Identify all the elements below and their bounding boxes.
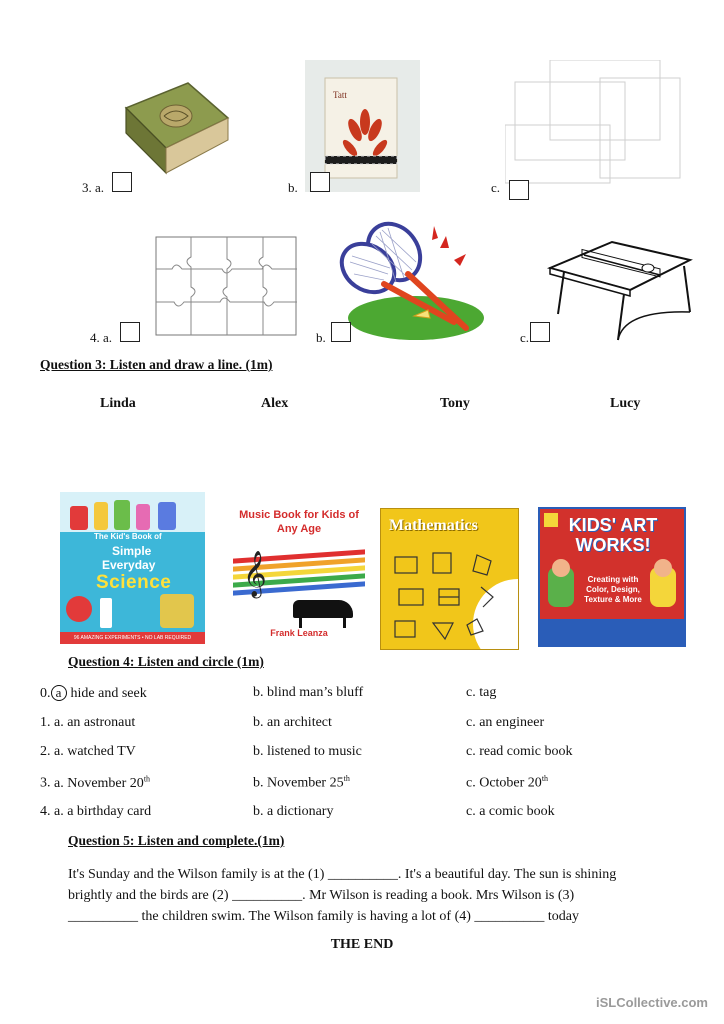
missing-picture-placeholder	[505, 60, 685, 185]
kids-art-works-book-cover	[538, 507, 686, 647]
science-book-line2: Simple	[112, 544, 152, 558]
q4-row1-number: 1.	[40, 715, 51, 730]
q3-row4-b-checkbox[interactable]	[331, 322, 351, 342]
q4-row4-option-a[interactable]: a. a birthday card	[54, 804, 152, 819]
q5-line2: brightly and the birds are (2) __________. Mr Wilson is reading a book. Mrs Wilson is (3)	[68, 888, 575, 903]
q4-row0-option-b[interactable]: b. blind man’s bluff	[253, 685, 364, 700]
q4-row2-option-b[interactable]: b. listened to music	[253, 744, 362, 759]
q4-row4	[40, 804, 151, 820]
q3-row3-b-checkbox[interactable]	[310, 172, 330, 192]
q4-row3-number: 3.	[40, 775, 51, 791]
q3-row3-c-label: c.	[491, 180, 501, 195]
q3-row3-a-checkbox[interactable]	[112, 172, 132, 192]
q3-row3-b-label: b.	[288, 180, 298, 195]
math-book-title: Mathematics	[389, 517, 478, 534]
q4-row1-option-a[interactable]: a. an astronaut	[54, 715, 136, 730]
q3-row3-c-checkbox[interactable]	[509, 180, 529, 200]
question3-title: Question 3: Listen and draw a line. (1m)	[40, 357, 273, 372]
q3-row4-c-label: c.	[520, 330, 530, 345]
q4-row0-option-c[interactable]: c. tag	[466, 685, 497, 700]
music-book-author: Frank Leanza	[270, 628, 328, 638]
q4-row1	[40, 715, 135, 731]
q4-row1-option-c[interactable]: c. an engineer	[466, 715, 545, 730]
science-book-bottom: 96 AMAZING EXPERIMENTS • NO LAB REQUIRED	[60, 632, 205, 644]
science-book-line3: Everyday	[102, 558, 156, 572]
q4-row2-option-a[interactable]: a. watched TV	[54, 744, 136, 759]
science-book-cover	[60, 492, 205, 644]
q4-row3-option-a[interactable]: a. November 20th	[54, 774, 151, 791]
q4-row3-option-b[interactable]: b. November 25th	[253, 774, 350, 791]
q4-row0-number: 0.	[40, 686, 51, 701]
question5-title: Question 5: Listen and complete.(1m)	[68, 833, 285, 848]
q3-row3-a-label: 3. a.	[82, 180, 105, 195]
science-book-line1: The Kid's Book of	[94, 532, 162, 541]
old-book-picture	[118, 78, 233, 178]
mathematics-book-cover	[380, 508, 519, 650]
q3-row4-a-label: 4. a.	[90, 330, 113, 345]
q4-row4-option-b[interactable]: b. a dictionary	[253, 804, 334, 819]
the-end-label: THE END	[330, 937, 394, 952]
name-tony: Tony	[440, 396, 470, 411]
q4-row0	[40, 685, 147, 702]
q4-row2-option-c[interactable]: c. read comic book	[466, 744, 573, 759]
q4-row3	[40, 774, 150, 792]
q4-row4-number: 4.	[40, 804, 51, 819]
science-book-line4: Science	[96, 572, 172, 593]
q4-row1-option-b[interactable]: b. an architect	[253, 715, 332, 730]
name-alex: Alex	[261, 396, 289, 411]
q5-line1: It's Sunday and the Wilson family is at the (1) __________. It's a beautiful day. The sun is shining	[68, 867, 617, 882]
q4-row3-option-c[interactable]: c. October 20th	[466, 774, 549, 791]
q4-row4-option-c[interactable]: c. a comic book	[466, 804, 555, 819]
q3-row4-a-checkbox[interactable]	[120, 322, 140, 342]
q4-row2	[40, 744, 136, 760]
name-lucy: Lucy	[610, 396, 641, 411]
q5-line3: __________ the children swim. The Wilson family is having a lot of (4) __________ today	[68, 909, 580, 924]
art-book-title: KIDS' ART WORKS!	[568, 515, 658, 555]
q3-row4-b-label: b.	[316, 330, 326, 345]
q4-row2-number: 2.	[40, 744, 51, 759]
jigsaw-puzzle-picture	[155, 236, 297, 336]
table-tennis-table-picture	[544, 238, 694, 344]
music-book-cover	[233, 506, 365, 644]
circled-answer-a[interactable]: a	[51, 685, 67, 701]
q3-row4-c-checkbox[interactable]	[530, 322, 550, 342]
music-book-title: Music Book for Kids of Any Age	[239, 509, 359, 535]
art-book-subtitle: Creating with Color, Design, Texture & More	[584, 575, 642, 604]
question5-paragraph	[68, 864, 688, 927]
site-watermark: iSLCollective.com	[596, 995, 708, 1010]
svg-text:Tatt: Tatt	[333, 90, 347, 100]
treble-clef-icon: 𝄞	[243, 551, 267, 596]
badminton-rackets-picture	[336, 218, 484, 342]
question4-title: Question 4: Listen and circle (1m)	[68, 654, 264, 669]
q4-row0-option-a[interactable]: hide and seek	[70, 686, 147, 701]
name-linda: Linda	[100, 396, 136, 411]
